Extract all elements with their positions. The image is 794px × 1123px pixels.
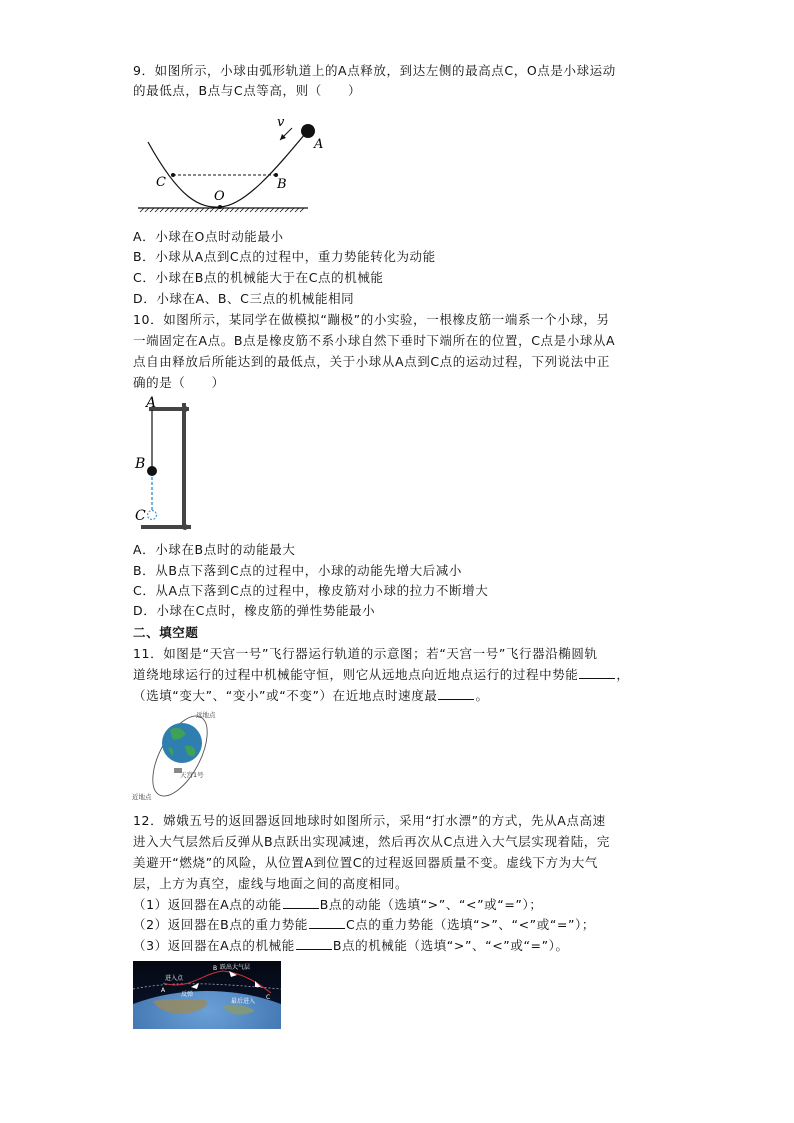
q10-label-b: B <box>135 456 146 472</box>
q12-label-exit: 跃出大气层 <box>220 964 251 971</box>
q11-figure <box>130 708 225 803</box>
q9-figure <box>130 110 340 215</box>
q12-label-bounce: 反弹 <box>181 991 194 998</box>
q10-stem-line3: 点自由释放后所能达到的最低点，关于小球从A点到C点的运动过程，下列说法中正 <box>133 354 610 369</box>
q11-line2-text: 道绕地球运行的过程中机械能守恒，则它从远地点向近地点运行的过程中势能 <box>133 667 579 682</box>
q12-sub2-a: （2）返回器在B点的重力势能 <box>133 917 308 932</box>
q12-label-b: B <box>213 965 218 972</box>
q9-label-b: B <box>277 177 287 192</box>
q10-stem-line2: 一端固定在A点。B点是橡皮筋不系小球自然下垂时下端所在的位置，C点是小球从A <box>133 333 616 348</box>
q10-option-c: C．从A点下落到C点的过程中，橡皮筋对小球的拉力不断增大 <box>133 583 489 598</box>
q10-stem-line1: 10．如图所示，某同学在做模拟“蹦极”的小实验，一根橡皮筋一端系一个小球，另 <box>133 312 610 327</box>
q12-sub2-b: C点的重力势能（选填“>”、“<”或“=”）； <box>345 917 595 932</box>
q10-option-b: B．从B点下落到C点的过程中，小球的动能先增大后减小 <box>133 563 462 578</box>
q9-stem-line2: 的最低点，B点与C点等高，则（ ） <box>133 83 362 98</box>
q12-blank-3[interactable] <box>296 937 332 950</box>
q12-label-a: A <box>161 987 166 994</box>
q9-label-o: O <box>214 189 225 204</box>
q12-line2: 进入大气层然后反弹从B点跃出实现减速，然后再次从C点进入大气层实现着陆，完 <box>133 834 611 849</box>
q10-option-d: D．小球在C点时，橡皮筋的弹性势能最小 <box>133 603 376 618</box>
q11-line3-text: （选填“变大”、“变小”或“不变”）在近地点时速度最 <box>133 688 438 703</box>
q12-sub2 <box>133 916 595 934</box>
q11-line3 <box>133 687 489 705</box>
q12-sub1 <box>133 896 542 914</box>
q11-line1: 11．如图是“天宫一号”飞行器运行轨道的示意图；若“天宫一号”飞行器沿椭圆轨 <box>133 646 598 661</box>
q12-label-final: 最后进入 <box>231 998 256 1005</box>
q12-sub3-a: （3）返回器在A点的机械能 <box>133 938 295 953</box>
q10-label-c: C <box>135 508 146 524</box>
q9-stem-line1: 9．如图所示，小球由弧形轨道上的A点释放，到达左侧的最高点C，O点是小球运动 <box>133 63 616 78</box>
q12-sub1-b: B点的动能（选填“>”、“<”或“=”）； <box>319 897 543 912</box>
q9-label-v: v <box>277 115 285 130</box>
q12-blank-1[interactable] <box>283 896 319 909</box>
q12-figure <box>133 961 281 1029</box>
q9-option-c: C．小球在B点的机械能大于在C点的机械能 <box>133 270 384 285</box>
q12-line3: 美避开“燃烧”的风险，从位置A到位置C的过程返回器质量不变。虚线下方为大气 <box>133 855 598 870</box>
q11-label-apogee: 远地点 <box>196 711 216 719</box>
q11-blank-2[interactable] <box>438 687 474 700</box>
q12-sub3 <box>133 937 569 955</box>
q9-option-b: B．小球从A点到C点的过程中，重力势能转化为动能 <box>133 249 436 264</box>
q12-label-enter: 进入点 <box>165 975 184 982</box>
q9-label-c: C <box>156 175 166 190</box>
q12-label-c: C <box>266 994 271 1001</box>
q12-line4: 层，上方为真空，虚线与地面之间的高度相同。 <box>133 876 409 891</box>
q10-label-a: A <box>146 395 157 411</box>
q11-blank-1[interactable] <box>579 666 615 679</box>
q9-option-a: A．小球在O点时动能最小 <box>133 229 284 244</box>
q11-label-craft: 天宫1号 <box>180 771 204 779</box>
q11-label-perigee: 近地点 <box>132 793 152 801</box>
q11-line2 <box>133 666 630 684</box>
q10-figure <box>133 395 198 535</box>
q12-sub1-a: （1）返回器在A点的动能 <box>133 897 282 912</box>
q12-sub3-b: B点的机械能（选填“>”、“<”或“=”）。 <box>332 938 569 953</box>
section-heading: 二、填空题 <box>133 625 199 640</box>
q9-label-a: A <box>314 137 324 152</box>
q10-option-a: A．小球在B点时的动能最大 <box>133 542 296 557</box>
q12-blank-2[interactable] <box>309 916 345 929</box>
q11-line2-end: ， <box>616 667 630 682</box>
q10-stem-line4: 确的是（ ） <box>133 375 225 390</box>
q11-line3-end: 。 <box>475 688 489 703</box>
q9-option-d: D．小球在A、B、C三点的机械能相同 <box>133 291 355 306</box>
q12-line1: 12．嫦娥五号的返回器返回地球时如图所示，采用“打水漂”的方式，先从A点高速 <box>133 813 606 828</box>
